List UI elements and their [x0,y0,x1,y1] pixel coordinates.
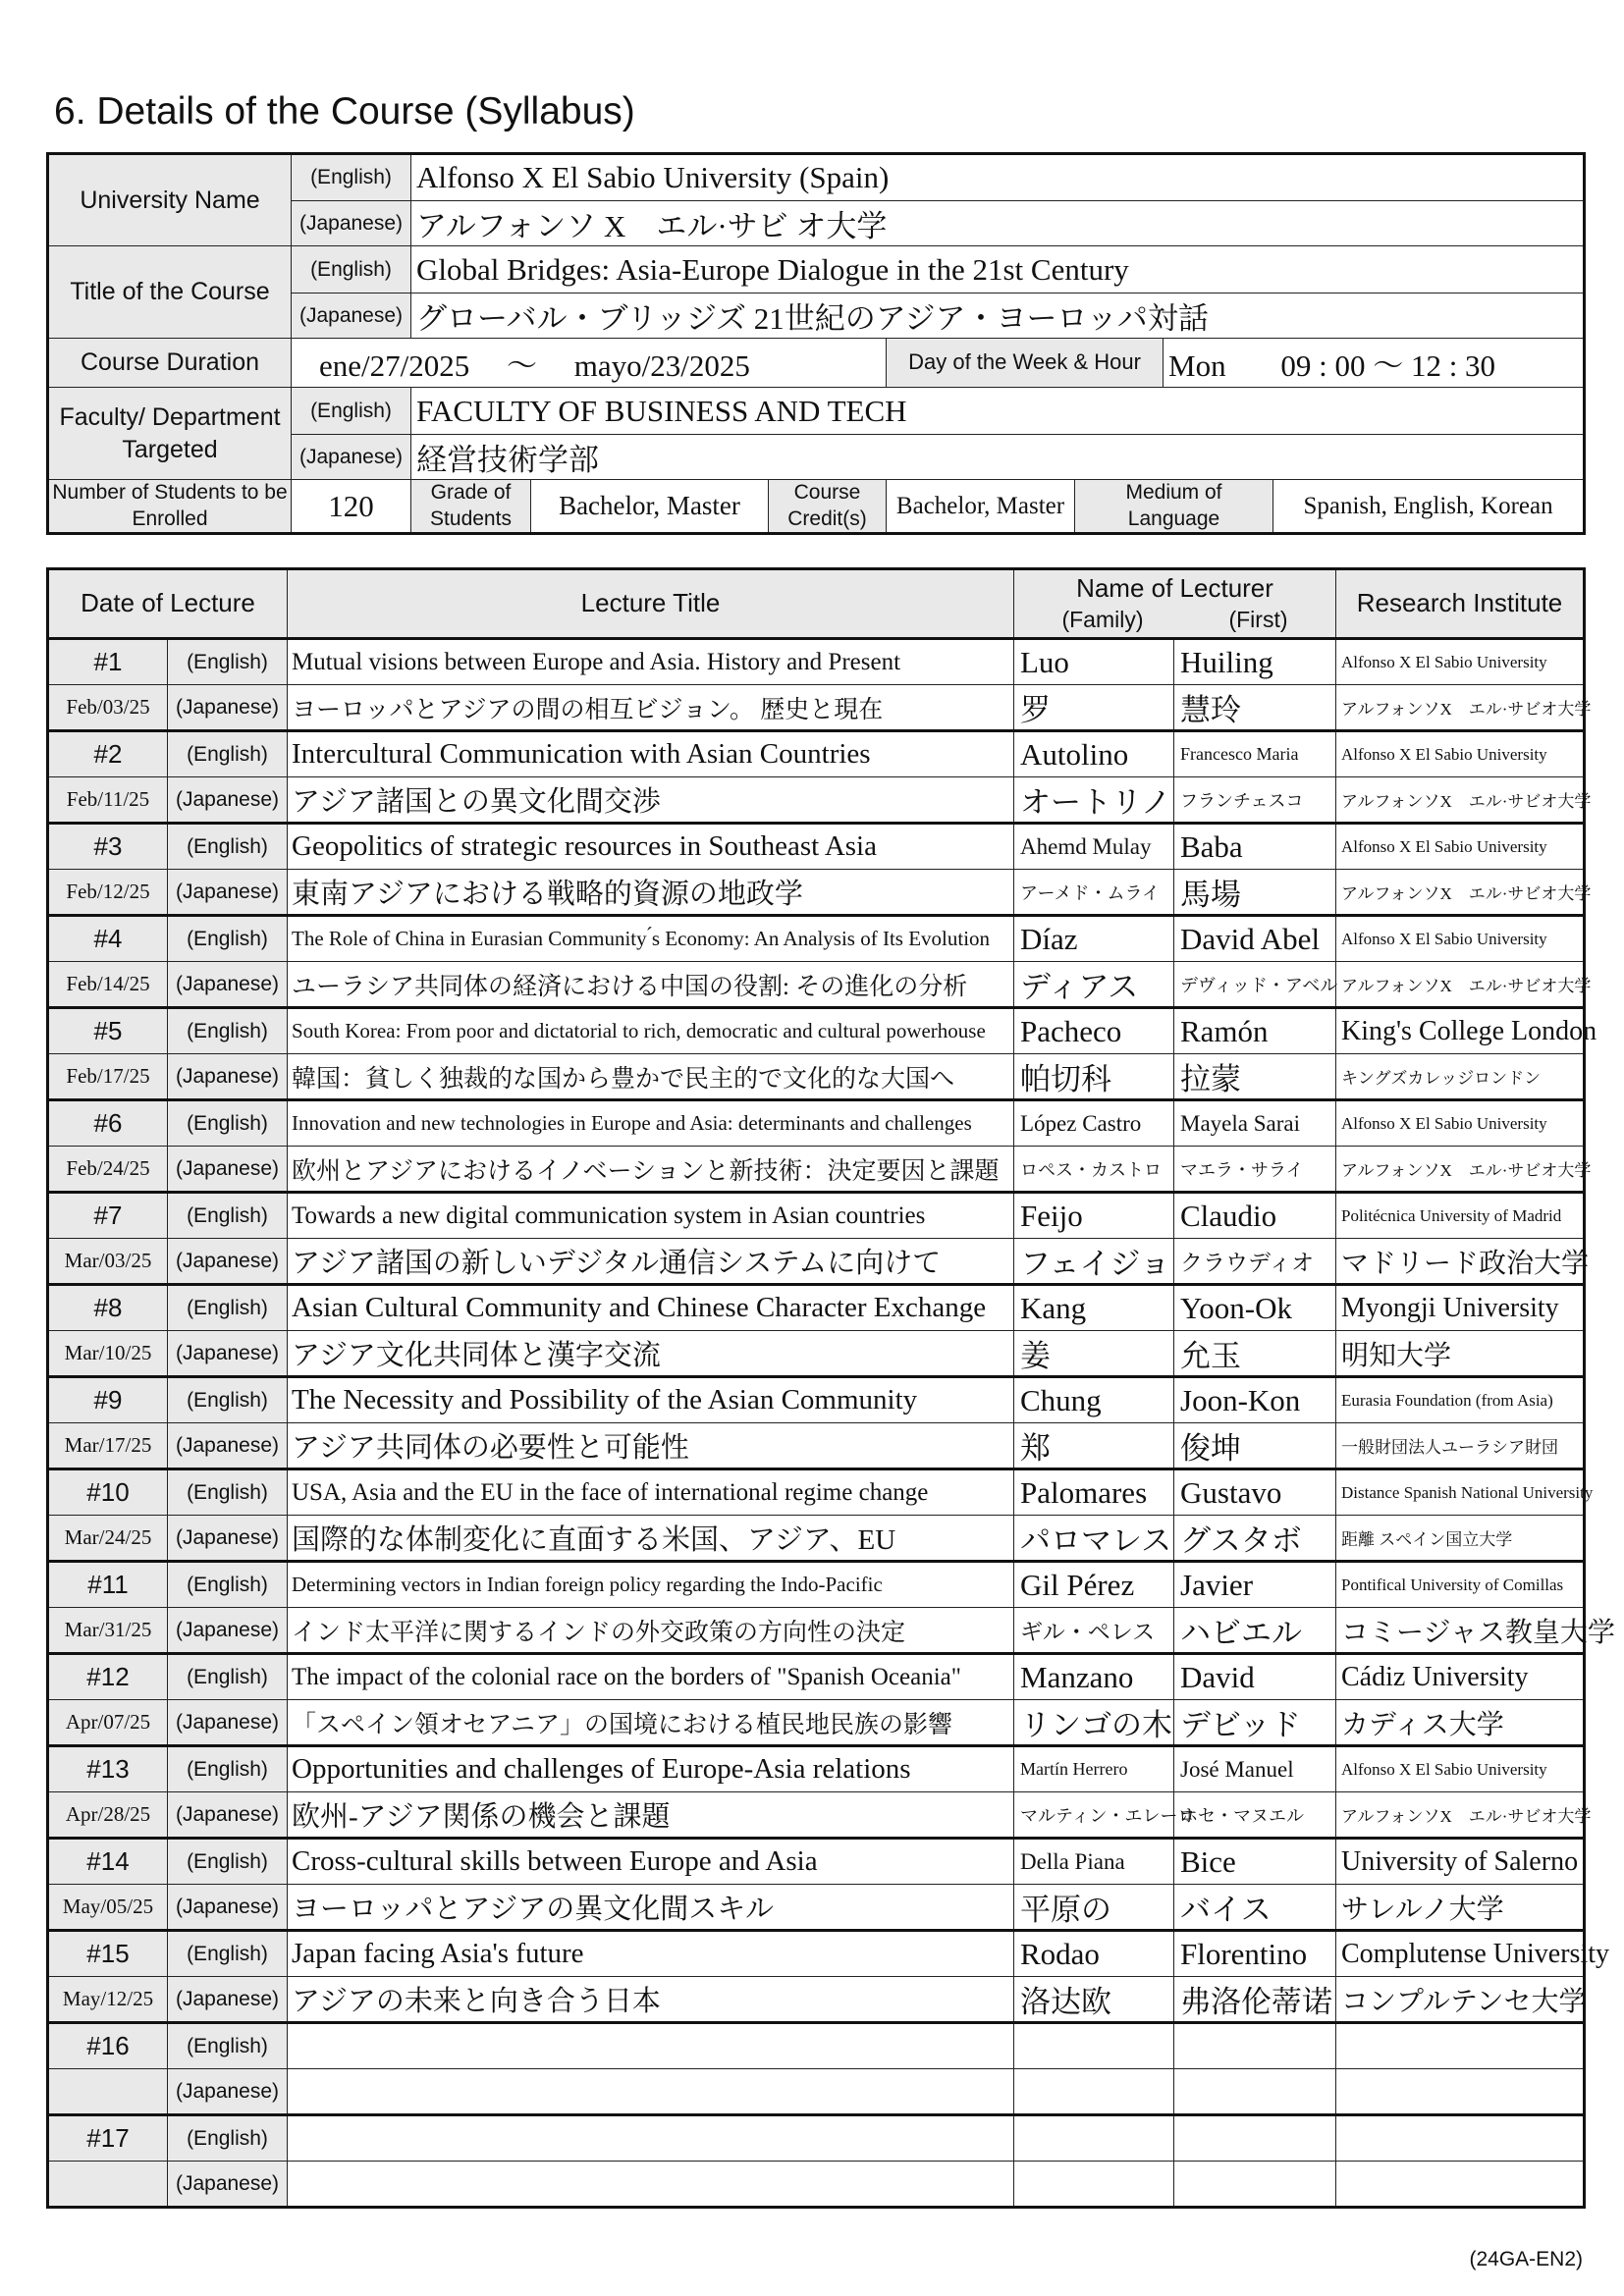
japanese-tag: (Japanese) [168,1423,288,1469]
lecturer-family-en: Martín Herrero [1014,1746,1174,1792]
lecture-date: Mar/24/25 [48,1516,168,1562]
lecture-title-en [288,2023,1014,2069]
lecturer-first-en: Claudio [1174,1193,1336,1239]
lecturer-family-ja: 姜 [1014,1331,1174,1377]
lecture-title-ja: アジア諸国との異文化間交渉 [288,777,1014,824]
lecturer-first-en: Baba [1174,824,1336,870]
num-students-label: Number of Students to be Enrolled [48,480,292,534]
university-name-ja: アルフォンソ X エル·サビ オ大学 [411,201,1585,246]
japanese-tag: (Japanese) [292,294,411,339]
institute-en: Distance Spanish National University [1336,1469,1585,1516]
english-tag: (English) [168,916,288,962]
lecture-row-japanese [48,1516,1585,1562]
institute-ja: 明知大学 [1336,1331,1585,1377]
institute-ja: コミージャス教皇大学 [1336,1608,1585,1654]
lecturer-first-en: Javier [1174,1562,1336,1608]
english-tag: (English) [168,1654,288,1700]
day-hour-value [1164,339,1585,388]
lecturer-first-en: Francesco Maria [1174,731,1336,777]
lecture-row-japanese [48,2162,1585,2208]
credits-label: Course Credit(s) [769,480,887,534]
lecture-date: Mar/31/25 [48,1608,168,1654]
lecturer-family-en: Ahemd Mulay [1014,824,1174,870]
lecture-title-en: Asian Cultural Community and Chinese Character Exchange [288,1285,1014,1331]
lecture-number: #7 [48,1193,168,1239]
lecturer-first-ja: 慧玲 [1174,685,1336,731]
lecture-title-en: The Role of China in Eurasian Community ́s Economy: An Analysis of Its Evolution [288,916,1014,962]
lecturer-family-en: Kang [1014,1285,1174,1331]
lecturer-family-ja: リンゴの木 [1014,1700,1174,1746]
lecture-row-japanese [48,685,1585,731]
lecturer-family-ja: 帕切科 [1014,1054,1174,1100]
course-title-en: Global Bridges: Asia-Europe Dialogue in the 21st Century [411,246,1585,294]
lecture-number: #8 [48,1285,168,1331]
japanese-tag: (Japanese) [168,1792,288,1839]
lecture-number: #17 [48,2115,168,2162]
date-header: Date of Lecture [48,569,288,639]
lecture-number: #16 [48,2023,168,2069]
end-date: mayo/23/2025 [573,348,750,383]
lecturer-family-en: Feijo [1014,1193,1174,1239]
lecture-row-japanese [48,2069,1585,2115]
lecturer-header [1014,569,1336,639]
lecture-number: #12 [48,1654,168,1700]
lecture-title-ja: 東南アジアにおける戦略的資源の地政学 [288,870,1014,916]
lecturer-first-ja: バイス [1174,1885,1336,1931]
institute-ja: サレルノ大学 [1336,1885,1585,1931]
lecture-number: #5 [48,1008,168,1054]
institute-en: Alfonso X El Sabio University [1336,1100,1585,1147]
day-of-week: Mon [1168,348,1226,383]
page-title: 6. Details of the Course (Syllabus) [54,90,635,133]
institute-en: Alfonso X El Sabio University [1336,824,1585,870]
university-name-label: University Name [48,154,292,246]
institute-en [1336,2023,1585,2069]
english-tag: (English) [168,731,288,777]
lecture-row-english [48,1285,1585,1331]
grade-value: Bachelor, Master [531,480,769,534]
institute-ja: マドリード政治大学 [1336,1239,1585,1285]
lecture-row-japanese [48,1977,1585,2023]
lecture-number: #3 [48,824,168,870]
lecture-row-english [48,2115,1585,2162]
lecture-row-japanese [48,1792,1585,1839]
lecture-row-english [48,1746,1585,1792]
lecture-date [48,2069,168,2115]
japanese-tag: (Japanese) [168,1147,288,1193]
lecture-title-ja [288,2162,1014,2208]
faculty-label: Faculty/ Department Targeted [48,388,292,480]
start-date: ene/27/2025 [319,348,470,383]
japanese-tag: (Japanese) [168,962,288,1008]
lecturer-first-ja: ホセ・マヌエル [1174,1792,1336,1839]
institute-ja: 一般財団法人ユーラシア財団 [1336,1423,1585,1469]
lecture-date: Feb/24/25 [48,1147,168,1193]
medium-label: Medium of Language [1075,480,1273,534]
japanese-tag: (Japanese) [168,870,288,916]
institute-en: Politécnica University of Madrid [1336,1193,1585,1239]
japanese-tag: (Japanese) [292,201,411,246]
lecture-title-en: Geopolitics of strategic resources in Southeast Asia [288,824,1014,870]
course-info-table [46,152,1586,535]
lecture-title-en: Towards a new digital communication system in Asian countries [288,1193,1014,1239]
english-tag: (English) [292,154,411,201]
grade-label: Grade of Students [411,480,531,534]
lecturer-family-ja: 平原の [1014,1885,1174,1931]
institute-en: Alfonso X El Sabio University [1336,1746,1585,1792]
japanese-tag: (Japanese) [168,1331,288,1377]
institute-ja: アルフォンソX エル·サビオ大学 [1336,1147,1585,1193]
lecture-title-en: The impact of the colonial race on the borders of "Spanish Oceania" [288,1654,1014,1700]
lecture-title-ja: アジアの未来と向き合う日本 [288,1977,1014,2023]
japanese-tag: (Japanese) [168,777,288,824]
lecture-date: Feb/12/25 [48,870,168,916]
lecture-number: #2 [48,731,168,777]
lecture-title-ja: インド太平洋に関するインドの外交政策の方向性の決定 [288,1608,1014,1654]
english-tag: (English) [168,639,288,685]
lecturer-family-ja [1014,2069,1174,2115]
lecturer-family-en: Autolino [1014,731,1174,777]
japanese-tag: (Japanese) [168,1700,288,1746]
lecture-title-en: Innovation and new technologies in Europe and Asia: determinants and challenges [288,1100,1014,1147]
lecture-row-english [48,1562,1585,1608]
lecture-title-en: Determining vectors in Indian foreign policy regarding the Indo-Pacific [288,1562,1014,1608]
lecture-title-en: Japan facing Asia's future [288,1931,1014,1977]
lecture-row-english [48,1100,1585,1147]
institute-ja: コンプルテンセ大学 [1336,1977,1585,2023]
lecturer-first-ja: デビッド [1174,1700,1336,1746]
institute-en: University of Salerno [1336,1839,1585,1885]
first-header: (First) [1228,606,1288,632]
institute-en: Myongji University [1336,1285,1585,1331]
family-header: (Family) [1061,606,1144,632]
english-tag: (English) [168,1469,288,1516]
lecturer-first-en: Florentino [1174,1931,1336,1977]
institute-ja: キングズカレッジロンドン [1336,1054,1585,1100]
lecturer-family-ja: 洛达欧 [1014,1977,1174,2023]
class-hours: 09 : 00 ～ 12 : 30 [1280,348,1496,383]
lecture-row-english [48,1469,1585,1516]
english-tag: (English) [168,824,288,870]
course-duration-value [292,339,887,388]
lecturer-first-en: Mayela Sarai [1174,1100,1336,1147]
lecture-row-english [48,1377,1585,1423]
lecturer-first-ja: ハビエル [1174,1608,1336,1654]
lecturer-family-en: Chung [1014,1377,1174,1423]
lecture-title-ja: 欧州とアジアにおけるイノベーションと新技術：決定要因と課題 [288,1147,1014,1193]
lecturer-family-ja: オートリノ [1014,777,1174,824]
english-tag: (English) [168,2115,288,2162]
lecturer-family-ja: 郑 [1014,1423,1174,1469]
lecturer-family-en: Gil Pérez [1014,1562,1174,1608]
lecture-date: May/12/25 [48,1977,168,2023]
lecture-number: #4 [48,916,168,962]
lecture-row-english [48,2023,1585,2069]
lecture-title-en: USA, Asia and the EU in the face of international regime change [288,1469,1014,1516]
lecture-title-ja: アジア諸国の新しいデジタル通信システムに向けて [288,1239,1014,1285]
course-title-label: Title of the Course [48,246,292,339]
lecture-number: #1 [48,639,168,685]
japanese-tag: (Japanese) [168,1608,288,1654]
english-tag: (English) [292,388,411,435]
lecture-date: May/05/25 [48,1885,168,1931]
lecturer-first-en: David Abel [1174,916,1336,962]
lecture-number: #13 [48,1746,168,1792]
english-tag: (English) [292,246,411,294]
lecture-row-english [48,916,1585,962]
japanese-tag: (Japanese) [168,2162,288,2208]
japanese-tag: (Japanese) [168,1885,288,1931]
lecturer-family-ja: アーメド・ムライ [1014,870,1174,916]
lecture-title-ja: ユーラシア共同体の経済における中国の役割: その進化の分析 [288,962,1014,1008]
lecturer-family-ja: パロマレス [1014,1516,1174,1562]
lecture-row-japanese [48,1423,1585,1469]
credits-value: Bachelor, Master [887,480,1075,534]
english-tag: (English) [168,1839,288,1885]
lecture-number: #9 [48,1377,168,1423]
institute-ja: アルフォンソX エル·サビオ大学 [1336,685,1585,731]
lecturer-first-en: David [1174,1654,1336,1700]
lecturer-first-ja: デヴィッド・アベル [1174,962,1336,1008]
document-code: (24GA-EN2) [1469,2248,1583,2270]
lecture-title-ja: アジア共同体の必要性と可能性 [288,1423,1014,1469]
lecture-date: Mar/03/25 [48,1239,168,1285]
lecturer-family-ja: 罗 [1014,685,1174,731]
lecture-date: Apr/28/25 [48,1792,168,1839]
lecture-title-en: The Necessity and Possibility of the Asian Community [288,1377,1014,1423]
lecturer-first-ja: 弗洛伦蒂诺 [1174,1977,1336,2023]
lecture-date: Mar/10/25 [48,1331,168,1377]
lecture-title-en: Opportunities and challenges of Europe-Asia relations [288,1746,1014,1792]
lecture-row-english [48,1008,1585,1054]
lecture-row-japanese [48,777,1585,824]
lecturer-first-ja: 俊坤 [1174,1423,1336,1469]
lecturer-first-en [1174,2115,1336,2162]
title-header: Lecture Title [288,569,1014,639]
institute-header: Research Institute [1336,569,1585,639]
lecture-row-japanese [48,1054,1585,1100]
lecturer-header-label: Name of Lecturer [1076,573,1273,604]
japanese-tag: (Japanese) [168,1516,288,1562]
lecture-title-en [288,2115,1014,2162]
lecture-number: #10 [48,1469,168,1516]
lecturer-family-ja: ディアス [1014,962,1174,1008]
lecturer-first-en: Yoon-Ok [1174,1285,1336,1331]
institute-ja: アルフォンソX エル·サビオ大学 [1336,870,1585,916]
institute-ja: アルフォンソX エル·サビオ大学 [1336,777,1585,824]
institute-en: Alfonso X El Sabio University [1336,916,1585,962]
lecture-row-english [48,1193,1585,1239]
lecture-title-ja: アジア文化共同体と漢字交流 [288,1331,1014,1377]
institute-ja: アルフォンソX エル·サビオ大学 [1336,1792,1585,1839]
lecture-row-english [48,639,1585,685]
japanese-tag: (Japanese) [168,1239,288,1285]
english-tag: (English) [168,1285,288,1331]
lecture-date: Mar/17/25 [48,1423,168,1469]
lecture-row-japanese [48,1331,1585,1377]
english-tag: (English) [168,1193,288,1239]
lecturer-first-ja: フランチェスコ [1174,777,1336,824]
lecture-title-en: Intercultural Communication with Asian Countries [288,731,1014,777]
lecturer-first-ja: 拉蒙 [1174,1054,1336,1100]
english-tag: (English) [168,1377,288,1423]
english-tag: (English) [168,1746,288,1792]
lecture-row-english [48,731,1585,777]
lecturer-first-ja: 馬場 [1174,870,1336,916]
lecture-title-en: Cross-cultural skills between Europe and Asia [288,1839,1014,1885]
lecture-row-japanese [48,870,1585,916]
japanese-tag: (Japanese) [168,685,288,731]
japanese-tag: (Japanese) [168,2069,288,2115]
lecturer-family-en: Palomares [1014,1469,1174,1516]
lecture-row-english [48,1931,1585,1977]
lecture-date: Feb/17/25 [48,1054,168,1100]
lecturer-family-ja: マルティン・エレーロ [1014,1792,1174,1839]
lecture-number: #11 [48,1562,168,1608]
institute-en [1336,2115,1585,2162]
lecturer-first-en: Ramón [1174,1008,1336,1054]
english-tag: (English) [168,1008,288,1054]
institute-ja [1336,2162,1585,2208]
lecture-row-japanese [48,1608,1585,1654]
institute-ja: カディス大学 [1336,1700,1585,1746]
lecturer-first-ja: 允玉 [1174,1331,1336,1377]
institute-en: Pontifical University of Comillas [1336,1562,1585,1608]
institute-en: Alfonso X El Sabio University [1336,731,1585,777]
institute-ja: 距離 スペイン国立大学 [1336,1516,1585,1562]
lecturer-first-en: Huiling [1174,639,1336,685]
institute-en: Complutense University [1336,1931,1585,1977]
lecturer-first-ja: クラウディオ [1174,1239,1336,1285]
lecture-title-en: South Korea: From poor and dictatorial to rich, democratic and cultural powerhouse [288,1008,1014,1054]
lecture-row-japanese [48,962,1585,1008]
lecture-row-english [48,1839,1585,1885]
english-tag: (English) [168,1562,288,1608]
lecturer-family-en: Luo [1014,639,1174,685]
lecturer-first-en: Joon-Kon [1174,1377,1336,1423]
lecturer-first-en [1174,2023,1336,2069]
japanese-tag: (Japanese) [168,1977,288,2023]
day-hour-label: Day of the Week & Hour [887,339,1164,388]
lecture-title-ja: ヨーロッパとアジアの間の相互ビジョン。 歴史と現在 [288,685,1014,731]
lecturer-first-ja [1174,2162,1336,2208]
duration-tilde: ～ [507,348,537,383]
lecture-date [48,2162,168,2208]
lecture-date: Apr/07/25 [48,1700,168,1746]
lecture-title-ja: 欧州-アジア関係の機会と課題 [288,1792,1014,1839]
lecturer-family-ja [1014,2162,1174,2208]
lecture-row-japanese [48,1239,1585,1285]
lecture-date: Feb/14/25 [48,962,168,1008]
lecturer-family-en: Manzano [1014,1654,1174,1700]
lecture-schedule-table [46,567,1615,2209]
lecturer-family-ja: ロペス・カストロ [1014,1147,1174,1193]
faculty-ja: 経営技術学部 [411,435,1585,480]
english-tag: (English) [168,2023,288,2069]
institute-en: King's College London [1336,1008,1585,1054]
lecture-row-english [48,1654,1585,1700]
lecture-row-japanese [48,1700,1585,1746]
medium-value: Spanish, English, Korean [1273,480,1585,534]
lecturer-first-en: José Manuel [1174,1746,1336,1792]
university-name-en: Alfonso X El Sabio University (Spain) [411,154,1585,201]
lecture-number: #6 [48,1100,168,1147]
lecture-date: Feb/11/25 [48,777,168,824]
lecturer-first-ja: マエラ・サライ [1174,1147,1336,1193]
course-title-ja: グローバル・ブリッジズ 21世紀のアジア・ヨーロッパ対話 [411,294,1585,339]
lecture-row-japanese [48,1885,1585,1931]
lecturer-family-en [1014,2115,1174,2162]
num-students-value: 120 [292,480,411,534]
course-duration-label: Course Duration [48,339,292,388]
lecturer-family-ja: ギル・ペレス [1014,1608,1174,1654]
lecturer-first-en: Gustavo [1174,1469,1336,1516]
lecturer-first-en: Bice [1174,1839,1336,1885]
lecture-title-ja: 韓国：貧しく独裁的な国から豊かで民主的で文化的な大国へ [288,1054,1014,1100]
institute-en: Eurasia Foundation (from Asia) [1336,1377,1585,1423]
lecture-title-en: Mutual visions between Europe and Asia. History and Present [288,639,1014,685]
lecturer-family-en: Della Piana [1014,1839,1174,1885]
institute-ja [1336,2069,1585,2115]
institute-en: Alfonso X El Sabio University [1336,639,1585,685]
lecturer-first-ja [1174,2069,1336,2115]
faculty-en: FACULTY OF BUSINESS AND TECH [411,388,1585,435]
institute-ja: アルフォンソX エル·サビオ大学 [1336,962,1585,1008]
lecture-row-english [48,824,1585,870]
english-tag: (English) [168,1931,288,1977]
lecture-date: Feb/03/25 [48,685,168,731]
lecture-title-ja: ヨーロッパとアジアの異文化間スキル [288,1885,1014,1931]
lecturer-first-ja: グスタボ [1174,1516,1336,1562]
lecturer-family-en: Díaz [1014,916,1174,962]
institute-en: Cádiz University [1336,1654,1585,1700]
lecture-number: #14 [48,1839,168,1885]
lecturer-family-en: López Castro [1014,1100,1174,1147]
lecture-title-ja: 「スペイン領オセアニア」の国境における植民地民族の影響 [288,1700,1014,1746]
lecturer-family-en [1014,2023,1174,2069]
lecture-row-japanese [48,1147,1585,1193]
lecturer-family-en: Rodao [1014,1931,1174,1977]
english-tag: (English) [168,1100,288,1147]
japanese-tag: (Japanese) [292,435,411,480]
lecture-title-ja [288,2069,1014,2115]
japanese-tag: (Japanese) [168,1054,288,1100]
lecturer-family-ja: フェイジョ [1014,1239,1174,1285]
lecture-number: #15 [48,1931,168,1977]
lecturer-family-en: Pacheco [1014,1008,1174,1054]
lecture-title-ja: 国際的な体制変化に直面する米国、アジア、EU [288,1516,1014,1562]
